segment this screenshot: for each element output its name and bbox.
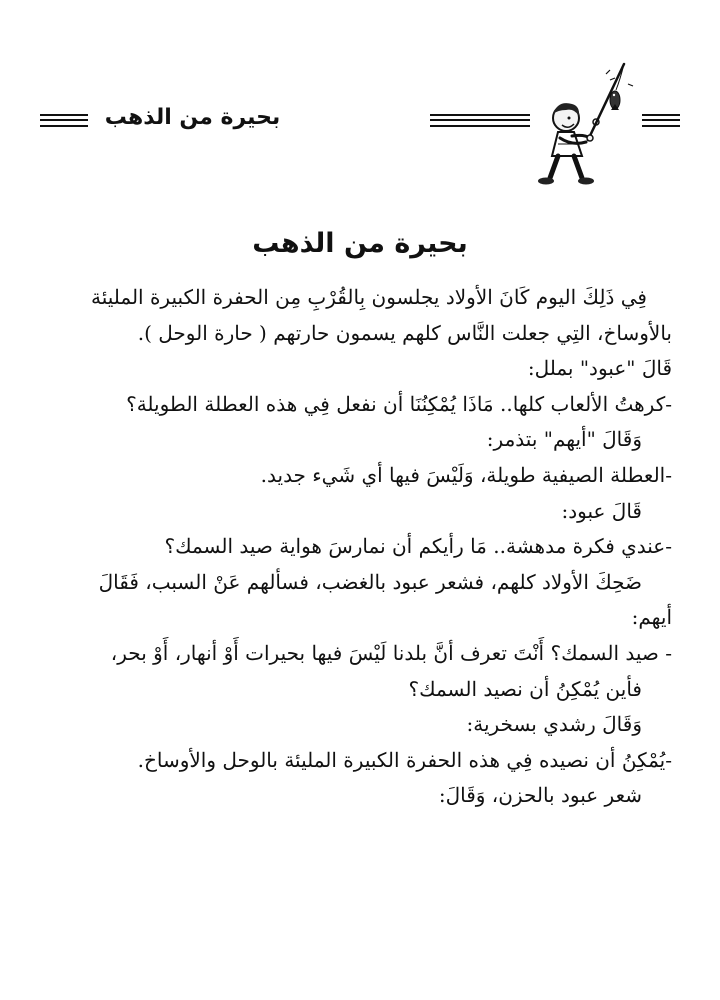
- running-header: [40, 60, 680, 190]
- text-line: - صيد السمك؟ أَنْتَ تعرف أنَّ بلدنا لَيْسَ فيها بحيرات أَوْ أنهار، أَوْ بحر،: [110, 640, 672, 665]
- text-line: وَقَالَ "أيهم" بتذمر:: [486, 427, 642, 452]
- running-title: بحيرة من الذهب: [104, 105, 281, 130]
- text-line: -كرهتُ الألعاب كلها.. مَاذَا يُمْكِنُنَا أن نفعل فِي هذه العطلة الطويلة؟: [126, 391, 672, 416]
- text-line: -عندي فكرة مدهشة.. مَا رأيكم أن نمارسَ هواية صيد السمك؟: [164, 534, 672, 559]
- text-line: -يُمْكِنُ أن نصيده فِي هذه الحفرة الكبيرة المليئة بالوحل والأوساخ.: [137, 747, 672, 772]
- text-line: فأين يُمْكِنُ أن نصيد السمك؟: [408, 676, 642, 701]
- header-rule-right: [642, 114, 680, 127]
- text-line: -العطلة الصيفية طويلة، وَلَيْسَ فيها أي شَيء جديد.: [260, 462, 672, 487]
- text-line: قَالَ عبود:: [561, 498, 642, 523]
- header-rule-middle: [430, 114, 530, 127]
- text-line: وَقَالَ رشدي بسخرية:: [466, 712, 642, 737]
- header-rule-left: [40, 114, 88, 127]
- text-line: فِي ذَلِكَ اليوم كَانَ الأولاد يجلسون بِالقُرْبِ مِن الحفرة الكبيرة المليئة: [90, 285, 647, 309]
- text-line: شعر عبود بالحزن، وَقَالَ:: [438, 783, 642, 808]
- boy-fishing-illustration: [528, 60, 640, 190]
- story-text: [48, 280, 672, 814]
- chapter-title: بحيرة من الذهب: [252, 228, 468, 259]
- text-line: ضَحِكَ الأولاد كلهم، فشعر عبود بالغضب، فسألهم عَنْ السبب، فَقَالَ: [98, 569, 642, 594]
- text-line: أيهم:: [631, 605, 672, 630]
- text-line: قَالَ "عبود" بملل:: [527, 356, 672, 381]
- text-line: بالأوساخ، التِي جعلت النَّاس كلهم يسمون حارتهم ( حارة الوحل ).: [137, 320, 672, 345]
